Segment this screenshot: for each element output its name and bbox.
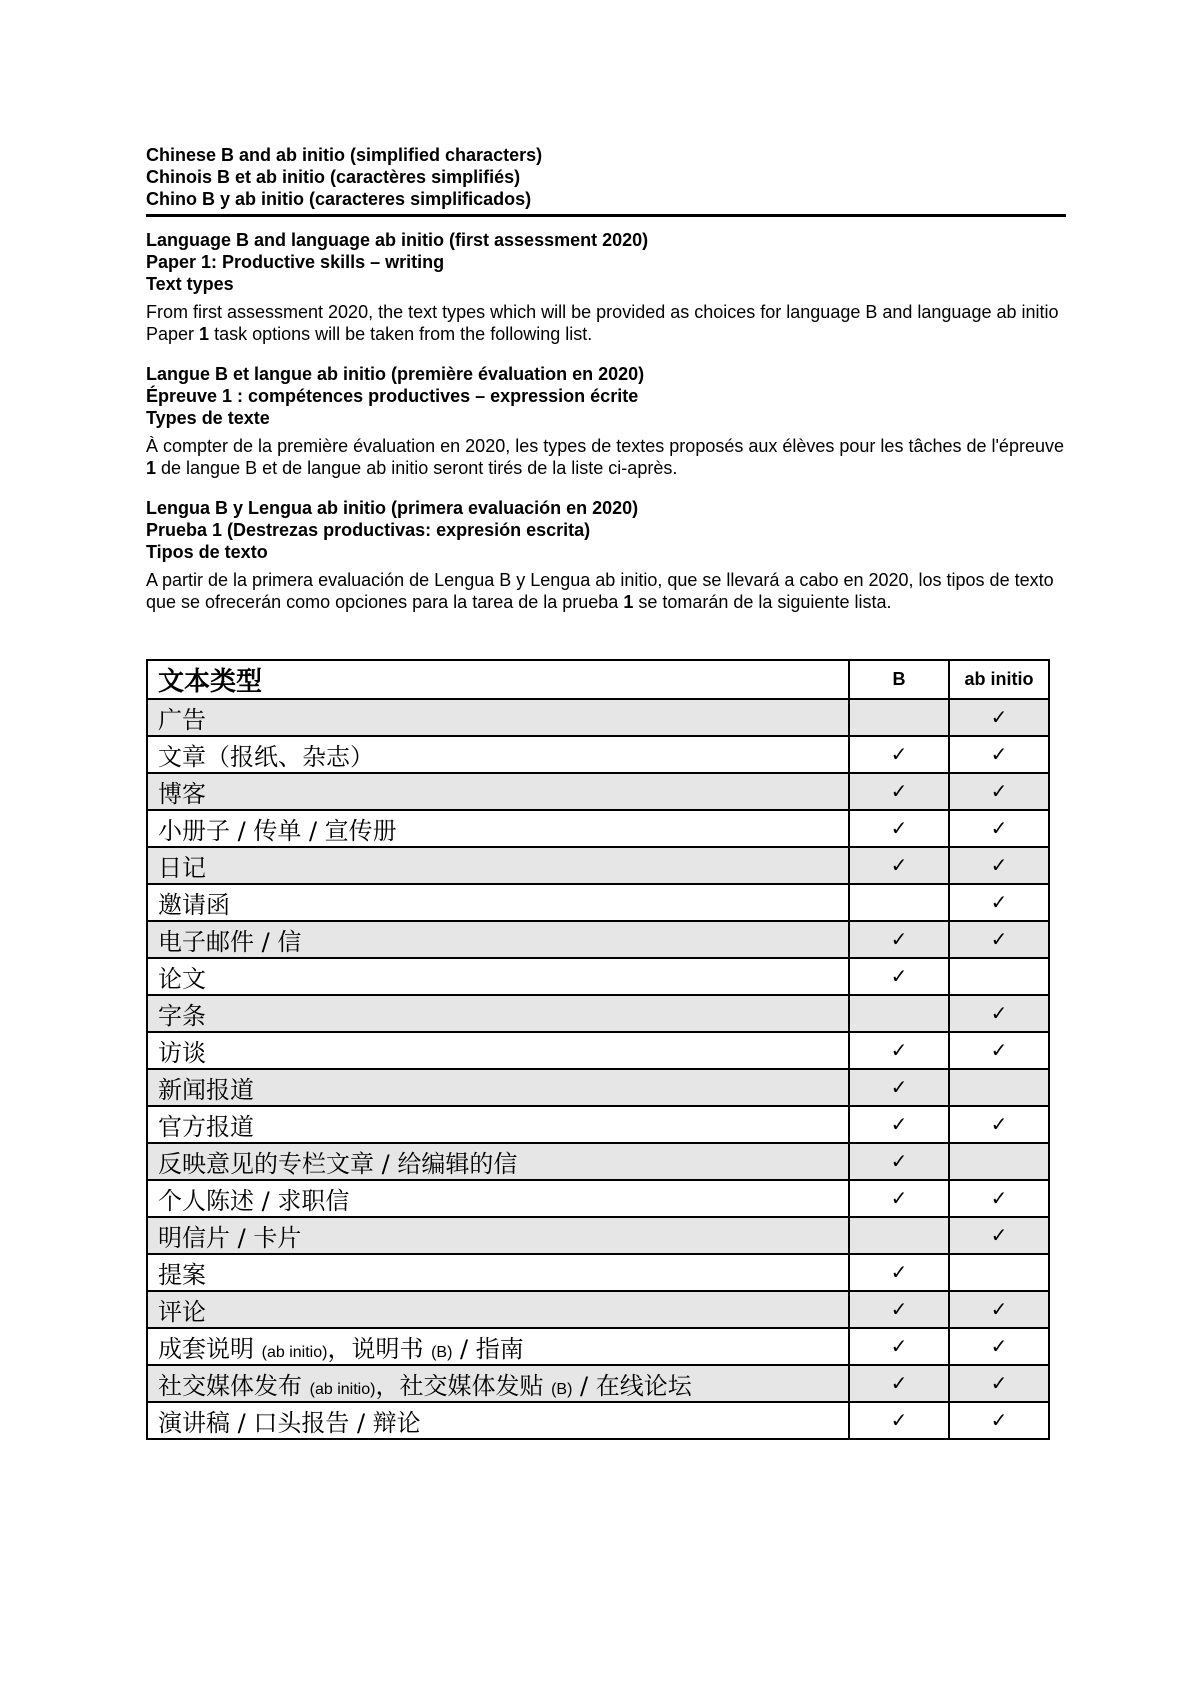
check-b-cell <box>849 1291 949 1328</box>
check-b-cell <box>849 810 949 847</box>
text-type-part: 文章（报纸、杂志） <box>158 743 374 771</box>
text-type-part: 小册子 / 传单 / 宣传册 <box>158 817 397 845</box>
check-ab-initio-cell <box>949 1291 1049 1328</box>
checkmark-icon: ✓ <box>990 1112 1008 1136</box>
section-label: Types de texte <box>146 408 270 428</box>
document-title <box>146 144 1066 210</box>
checkmark-icon: ✓ <box>990 816 1008 840</box>
checkmark-icon: ✓ <box>990 1186 1008 1210</box>
check-ab-initio-cell <box>949 1402 1049 1439</box>
header-b: B <box>849 660 949 699</box>
check-ab-initio-cell <box>949 884 1049 921</box>
text-type-name <box>147 1143 849 1180</box>
checkmark-icon: ✓ <box>990 779 1008 803</box>
section-spanish <box>146 497 1066 613</box>
check-b-cell <box>849 1032 949 1069</box>
check-ab-initio-cell <box>949 1106 1049 1143</box>
checkmark-icon: ✓ <box>890 742 908 766</box>
check-b-cell <box>849 1328 949 1365</box>
text-type-part: ，社交媒体发贴 <box>375 1372 552 1400</box>
text-type-part: / 在线论坛 <box>572 1372 692 1400</box>
check-ab-initio-cell <box>949 1254 1049 1291</box>
table-row <box>147 699 1049 736</box>
section-heading: Language B and language ab initio (first assessment 2020) <box>146 230 649 250</box>
table-row <box>147 1180 1049 1217</box>
check-ab-initio-cell <box>949 958 1049 995</box>
checkmark-icon: ✓ <box>990 1371 1008 1395</box>
checkmark-icon: ✓ <box>990 853 1008 877</box>
table-row <box>147 995 1049 1032</box>
text-type-part: 邀请函 <box>158 891 230 919</box>
check-b-cell <box>849 884 949 921</box>
table-body <box>147 660 1049 1439</box>
text-type-part: 新闻报道 <box>158 1076 254 1104</box>
check-b-cell <box>849 699 949 736</box>
table-row <box>147 1217 1049 1254</box>
checkmark-icon: ✓ <box>990 742 1008 766</box>
text-type-name <box>147 1180 849 1217</box>
text-type-part: 字条 <box>158 1002 206 1030</box>
text-type-part: 评论 <box>158 1298 206 1326</box>
text-type-part: 博客 <box>158 780 206 808</box>
check-b-cell <box>849 1106 949 1143</box>
checkmark-icon: ✓ <box>890 964 908 988</box>
text-type-name <box>147 773 849 810</box>
table-row <box>147 958 1049 995</box>
paragraph-text: A partir de la primera evaluación de Lengua B y Lengua ab initio, que se llevará a cabo en 2020, los tipos de texto que se ofrecerán como opciones para la tarea de la prueba <box>146 570 1054 612</box>
text-type-name <box>147 1254 849 1291</box>
checkmark-icon: ✓ <box>890 1260 908 1284</box>
text-type-part: 官方报道 <box>158 1113 254 1141</box>
text-type-part: 论文 <box>158 965 206 993</box>
checkmark-icon: ✓ <box>890 1297 908 1321</box>
table-row <box>147 847 1049 884</box>
text-type-part: / 指南 <box>452 1335 524 1363</box>
table-row <box>147 1328 1049 1365</box>
title-line-es: Chino B y ab initio (caracteres simplificados) <box>146 189 532 209</box>
check-ab-initio-cell <box>949 847 1049 884</box>
title-divider <box>146 214 1066 217</box>
table-row <box>147 1032 1049 1069</box>
section-paragraph <box>146 435 1066 479</box>
checkmark-icon: ✓ <box>890 1334 908 1358</box>
text-type-part: ，说明书 <box>327 1335 432 1363</box>
section-label: Tipos de texto <box>146 542 268 562</box>
section-paragraph <box>146 569 1066 613</box>
section-french <box>146 363 1066 479</box>
checkmark-icon: ✓ <box>890 853 908 877</box>
text-type-part: (ab initio) <box>309 1381 376 1398</box>
table-row <box>147 921 1049 958</box>
table-row <box>147 773 1049 810</box>
checkmark-icon: ✓ <box>890 779 908 803</box>
paper-number: 1 <box>146 458 157 478</box>
table-row <box>147 810 1049 847</box>
text-type-name <box>147 1217 849 1254</box>
text-type-part: 提案 <box>158 1261 206 1289</box>
paragraph-text: de langue B et de langue ab initio seront tirés de la liste ci-après. <box>156 458 678 478</box>
check-ab-initio-cell <box>949 1069 1049 1106</box>
text-type-name <box>147 1402 849 1439</box>
text-type-part: 成套说明 <box>158 1335 262 1363</box>
check-b-cell <box>849 773 949 810</box>
table-row <box>147 1069 1049 1106</box>
check-b-cell <box>849 1254 949 1291</box>
checkmark-icon: ✓ <box>890 1371 908 1395</box>
table-row <box>147 1106 1049 1143</box>
check-b-cell <box>849 1402 949 1439</box>
table-header-row <box>147 660 1049 699</box>
checkmark-icon: ✓ <box>990 705 1008 729</box>
section-english <box>146 229 1066 345</box>
checkmark-icon: ✓ <box>990 1408 1008 1432</box>
check-ab-initio-cell <box>949 1143 1049 1180</box>
header-text-type: 文本类型 <box>147 660 849 699</box>
text-type-name <box>147 847 849 884</box>
text-type-part: 日记 <box>158 854 206 882</box>
section-subheading: Épreuve 1 : compétences productives – expression écrite <box>146 386 639 406</box>
text-type-name <box>147 995 849 1032</box>
title-line-en: Chinese B and ab initio (simplified characters) <box>146 145 543 165</box>
text-type-part: 访谈 <box>158 1039 206 1067</box>
check-ab-initio-cell <box>949 921 1049 958</box>
checkmark-icon: ✓ <box>990 927 1008 951</box>
text-type-name <box>147 1328 849 1365</box>
paragraph-text: task options will be taken from the following list. <box>209 324 593 344</box>
check-ab-initio-cell <box>949 736 1049 773</box>
checkmark-icon: ✓ <box>890 927 908 951</box>
text-type-part: 电子邮件 / 信 <box>158 928 302 956</box>
paper-number: 1 <box>623 592 634 612</box>
section-heading: Langue B et langue ab initio (première évaluation en 2020) <box>146 364 645 384</box>
section-paragraph <box>146 301 1066 345</box>
text-type-name <box>147 1032 849 1069</box>
table-row <box>147 1254 1049 1291</box>
check-b-cell <box>849 958 949 995</box>
table-row <box>147 736 1049 773</box>
checkmark-icon: ✓ <box>990 890 1008 914</box>
table-row <box>147 1291 1049 1328</box>
check-ab-initio-cell <box>949 1032 1049 1069</box>
check-b-cell <box>849 1180 949 1217</box>
table-row <box>147 1365 1049 1402</box>
document-page <box>146 144 1066 631</box>
text-type-name <box>147 1106 849 1143</box>
text-types-table <box>146 659 1050 1440</box>
checkmark-icon: ✓ <box>890 1408 908 1432</box>
check-ab-initio-cell <box>949 699 1049 736</box>
text-type-part: 演讲稿 / 口头报告 / 辩论 <box>158 1409 421 1437</box>
check-ab-initio-cell <box>949 773 1049 810</box>
paragraph-text: À compter de la première évaluation en 2020, les types de textes proposés aux élèves pour les tâches de l'épreuve <box>146 436 1064 456</box>
checkmark-icon: ✓ <box>990 1001 1008 1025</box>
checkmark-icon: ✓ <box>890 1186 908 1210</box>
title-line-fr: Chinois B et ab initio (caractères simplifiés) <box>146 167 521 187</box>
check-ab-initio-cell <box>949 810 1049 847</box>
check-ab-initio-cell <box>949 1365 1049 1402</box>
text-type-name <box>147 810 849 847</box>
checkmark-icon: ✓ <box>890 1038 908 1062</box>
table-row <box>147 1402 1049 1439</box>
text-type-part: 明信片 / 卡片 <box>158 1224 302 1252</box>
text-type-part: 个人陈述 / 求职信 <box>158 1187 350 1215</box>
section-label: Text types <box>146 274 234 294</box>
text-type-part: 社交媒体发布 <box>158 1372 310 1400</box>
check-b-cell <box>849 1217 949 1254</box>
check-b-cell <box>849 921 949 958</box>
text-type-name <box>147 958 849 995</box>
table-row <box>147 1143 1049 1180</box>
check-b-cell <box>849 847 949 884</box>
text-type-name <box>147 736 849 773</box>
check-b-cell <box>849 1069 949 1106</box>
paper-number: 1 <box>199 324 210 344</box>
text-type-name <box>147 1069 849 1106</box>
text-type-part: 广告 <box>158 706 206 734</box>
checkmark-icon: ✓ <box>990 1038 1008 1062</box>
paragraph-text: From first assessment 2020, the text types which will be provided as choices for language B and language ab initio Paper <box>146 302 1059 344</box>
paragraph-text: se tomarán de la siguiente lista. <box>633 592 892 612</box>
text-type-part: (B) <box>551 1381 573 1398</box>
check-b-cell <box>849 1365 949 1402</box>
checkmark-icon: ✓ <box>890 816 908 840</box>
checkmark-icon: ✓ <box>990 1223 1008 1247</box>
section-heading: Lengua B y Lengua ab initio (primera evaluación en 2020) <box>146 498 639 518</box>
checkmark-icon: ✓ <box>890 1112 908 1136</box>
header-ab-initio: ab initio <box>949 660 1049 699</box>
check-b-cell <box>849 736 949 773</box>
text-type-name <box>147 1365 849 1402</box>
check-ab-initio-cell <box>949 1328 1049 1365</box>
checkmark-icon: ✓ <box>890 1075 908 1099</box>
check-b-cell <box>849 995 949 1032</box>
check-ab-initio-cell <box>949 1217 1049 1254</box>
text-type-part: (B) <box>431 1344 453 1361</box>
checkmark-icon: ✓ <box>990 1334 1008 1358</box>
text-type-name <box>147 1291 849 1328</box>
check-b-cell <box>849 1143 949 1180</box>
text-type-name <box>147 699 849 736</box>
table-row <box>147 884 1049 921</box>
checkmark-icon: ✓ <box>990 1297 1008 1321</box>
text-type-part: (ab initio) <box>261 1344 328 1361</box>
check-ab-initio-cell <box>949 995 1049 1032</box>
text-type-part: 反映意见的专栏文章 / 给编辑的信 <box>158 1150 518 1178</box>
checkmark-icon: ✓ <box>890 1149 908 1173</box>
section-subheading: Paper 1: Productive skills – writing <box>146 252 445 272</box>
check-ab-initio-cell <box>949 1180 1049 1217</box>
text-type-name <box>147 884 849 921</box>
text-type-name <box>147 921 849 958</box>
section-subheading: Prueba 1 (Destrezas productivas: expresión escrita) <box>146 520 591 540</box>
